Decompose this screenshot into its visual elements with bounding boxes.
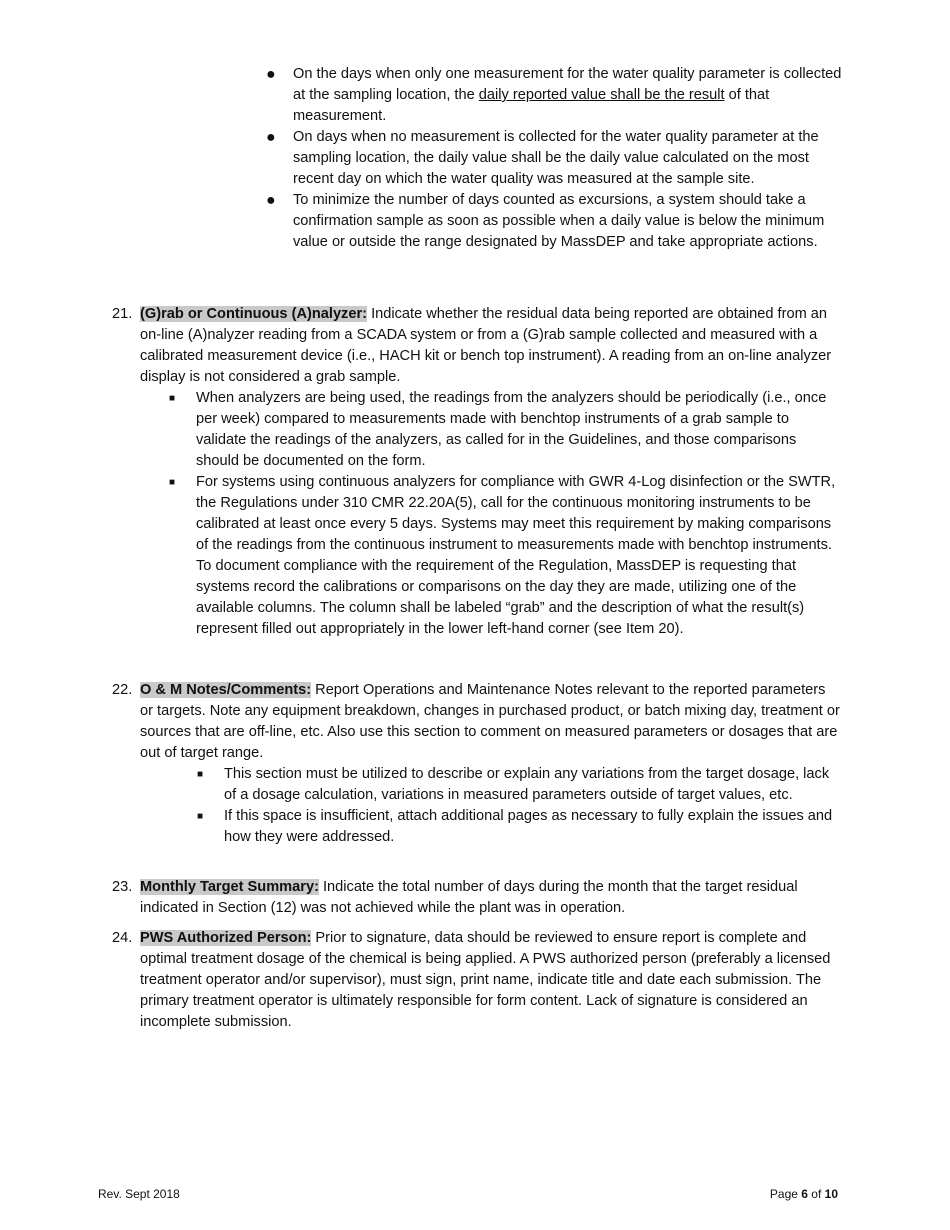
footer-revision: Rev. Sept 2018 (98, 1187, 180, 1201)
item-21-sub-list (169, 388, 842, 640)
item-body (140, 304, 842, 388)
item-text: Indicate whether the residual data being reported are obtained from an on-line (A)nalyzer reading from a SCADA system or from a (G)rab sample collected and measured with a calibrated measurement device (i.e., HACH kit or bench top instrument). A reading from an on-line analyzer display is not considered a grab sample. (140, 306, 832, 385)
item-22-sub-list (197, 764, 842, 848)
square-bullet-icon: ■ (169, 477, 176, 488)
item-21 (112, 304, 842, 640)
sub-bullet: ■ For systems using continuous analyzers for compliance with GWR 4-Log disinfection or the SWTR, the Regulations under 310 CMR 22.20A(5), call for the continuous monitoring instruments to be calibrated at least once every 5 days. Systems may meet this requirement by making comparisons of the readings from the continuous instrument to measurements made with benchtop instruments. To document compliance with the requirement of the Regulation, MassDEP is requesting that systems record the calibrations or comparisons on the day they are made, utilizing one of the available columns. The column shall be labeled “grab” and the description of what the result(s) represent filled out appropriately in the lower left-hand corner (see Item 20). (169, 474, 836, 637)
square-bullet-icon: ■ (197, 769, 204, 780)
intro-bullet-1: ● On the days when only one measurement for the water quality parameter is collected at the sampling location, the daily reported value shall be the result of that measurement. (266, 66, 842, 124)
item-title: O & M Notes/Comments: (140, 682, 312, 698)
item-text: Indicate the total number of days during the month that the target residual indicated in Section (12) was not achieved while the plant was in operation. (140, 879, 798, 916)
item-title: PWS Authorized Person: (140, 930, 312, 946)
item-23 (112, 877, 842, 919)
intro-bullet-2: ● On days when no measurement is collected for the water quality parameter at the sampling location, the daily value shall be the daily value calculated on the most recent day on which the water quality was measured at the sample site. (266, 129, 819, 187)
intro-bullet-list (266, 64, 843, 253)
bullet-dot-icon: ● (266, 129, 276, 146)
item-24 (112, 928, 842, 1033)
square-bullet-icon: ■ (169, 393, 176, 404)
item-number: 23. (112, 879, 133, 895)
bullet-dot-icon: ● (266, 192, 276, 209)
bullet-dot-icon: ● (266, 66, 276, 83)
item-body (140, 928, 842, 1033)
intro-bullet-3: ● To minimize the number of days counted as excursions, a system should take a confirmation sample as soon as possible when a daily value is below the minimum value or outside the range designated by MassDEP and take appropriate actions. (266, 192, 825, 250)
item-22 (112, 680, 842, 848)
sub-bullet: ■ If this space is insufficient, attach additional pages as necessary to fully explain the issues and how they were addressed. (197, 808, 833, 845)
underlined-text: daily reported value shall be the result (478, 87, 725, 103)
item-body (140, 877, 842, 919)
item-text: Prior to signature, data should be reviewed to ensure report is complete and optimal treatment dosage of the chemical is being applied. A PWS authorized person (preferably a licensed treatment operator and/or supervisor), must sign, print name, indicate title and date each submission. The primary treatment operator is ultimately responsible for form content. Lack of signature is considered an incomplete submission. (140, 930, 831, 1030)
total-pages: 10 (824, 1187, 838, 1201)
item-text: Report Operations and Maintenance Notes relevant to the reported parameters or targets. Note any equipment breakdown, changes in purchased product, or batch mixing day, treatment or sources that are off-line, etc. Also use this section to comment on measured parameters or dosages that are out of target range. (140, 682, 840, 761)
sub-bullet: ■ When analyzers are being used, the readings from the analyzers should be periodically (i.e., once per week) compared to measurements made with benchtop instruments of a grab sample to validate the readings of the analyzers, as called for in the Guidelines, and those comparisons should be documented on the form. (169, 390, 827, 469)
sub-bullet: ■ This section must be utilized to describe or explain any variations from the target dosage, lack of a dosage calculation, variations in measured parameters outside of target values, etc. (197, 766, 830, 803)
square-bullet-icon: ■ (197, 811, 204, 822)
item-number: 22. (112, 682, 133, 698)
item-number: 21. (112, 306, 133, 322)
current-page: 6 (801, 1187, 808, 1201)
item-title: (G)rab or Continuous (A)nalyzer: (140, 306, 368, 322)
item-number: 24. (112, 930, 133, 946)
footer-page-number: Page 6 of 10 (769, 1187, 838, 1201)
item-body (140, 680, 842, 764)
item-title: Monthly Target Summary: (140, 879, 319, 895)
